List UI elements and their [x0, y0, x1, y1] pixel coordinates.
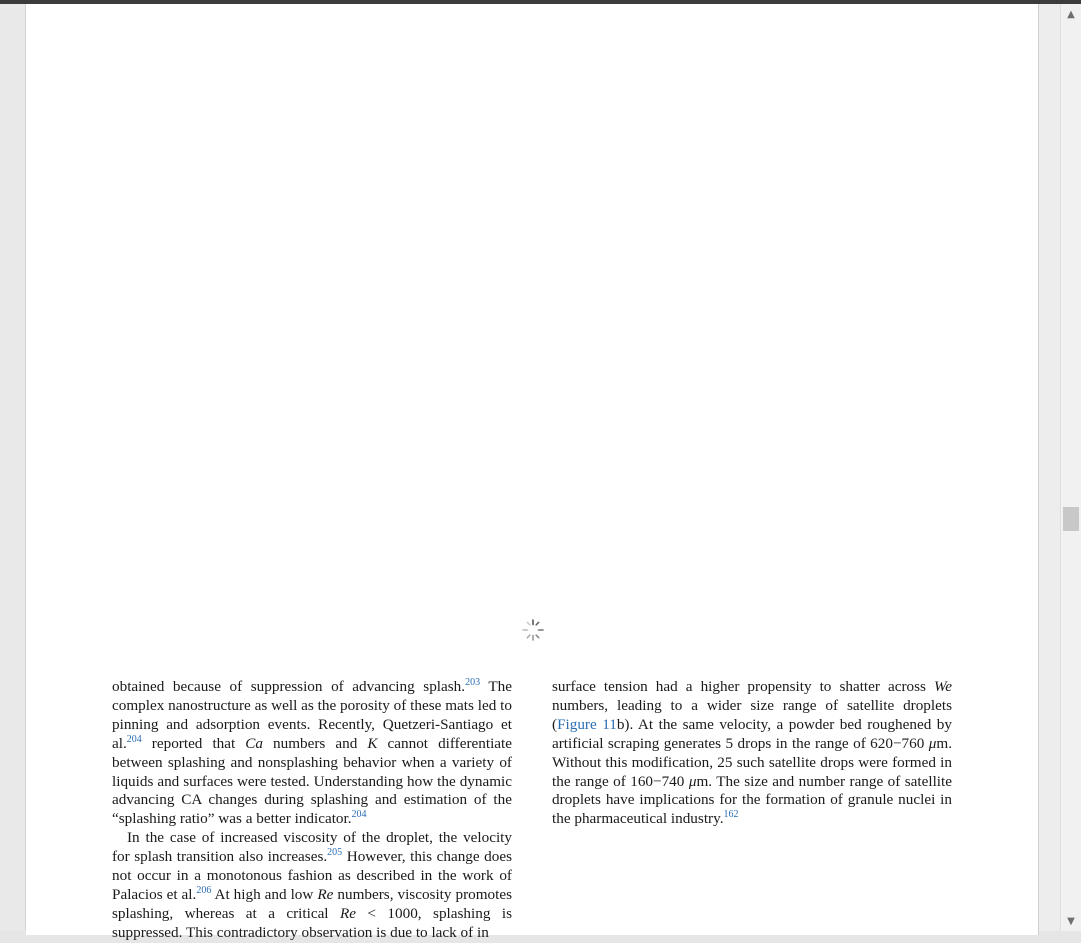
citation-link[interactable]: 203	[465, 676, 481, 688]
citation-link[interactable]: 162	[723, 809, 739, 821]
vertical-scrollbar[interactable]	[1060, 4, 1081, 931]
citation-link[interactable]: 205	[327, 847, 343, 859]
right-text-column	[552, 678, 952, 829]
citation-link[interactable]: 206	[196, 884, 212, 896]
citation-link[interactable]: 204	[351, 809, 367, 821]
scrollbar-thumb[interactable]	[1063, 507, 1079, 531]
citation-link[interactable]: 204	[126, 733, 142, 745]
viewer-left-gutter	[0, 4, 26, 931]
paragraph: surface tension had a higher propensity to shatter across We numbers, leading to a wider size range of satellite droplets (Figure 11b). At the same velocity, a powder bed roughened by artificial scraping generates 5 drops in the range of 620−760 μm. Without this modification, 25 such satellite drops were formed in the range of 160−740 μm. The size and number range of satellite droplets have implications for the formation of granule nuclei in the pharmaceutical industry.$^{162}$	[552, 678, 952, 828]
paragraph: obtained because of suppression of advancing splash.$^{203}$ The complex nanostructure as well as the porosity of these mats led to pinning and adsorption events. Recently, Quetzeri-Santiago et al.$^{204}$ reported that Ca numbers and K cannot differentiate between splashing and nonsplashing behavior when a variety of liquids and surfaces were tested. Understanding how the dynamic advancing CA changes during splashing and estimation of the “splashing ratio” was a better indicator.$^{204}$	[112, 676, 513, 828]
figure-link[interactable]: Figure 11	[557, 715, 617, 733]
chevron-down-icon[interactable]: ▼	[1067, 915, 1075, 927]
paragraph: In the case of increased viscosity of the droplet, the velocity for splash transition also increases.$^{205}$ However, this change does not occur in a monotonous fashion as described in the work of Palacios et al.$^{206}$ At high and low Re numbers, viscosity promotes splashing, whereas at a critical Re < 1000, splashing is suppressed. This contradictory observation is due to lack of in	[112, 829, 513, 941]
chevron-up-icon[interactable]: ▲	[1067, 8, 1075, 20]
left-text-column	[112, 678, 512, 943]
document-page	[26, 4, 1039, 941]
loading-spinner-icon	[521, 618, 545, 642]
